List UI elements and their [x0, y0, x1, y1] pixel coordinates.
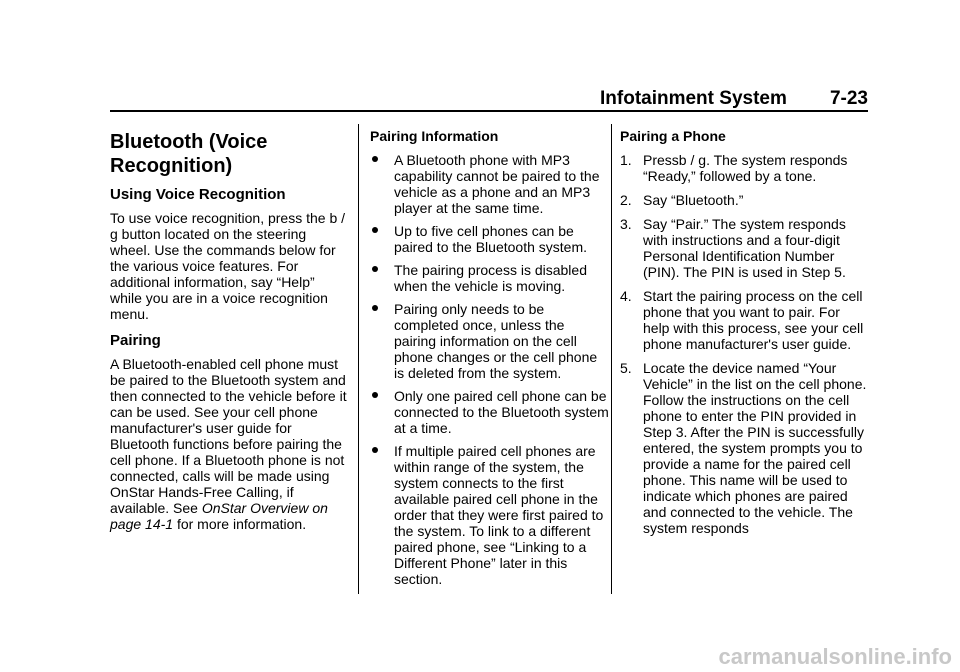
list-item: A Bluetooth phone with MP3 capability cannot be paired to the vehicle as a phone and an MP3 player at the same time.	[370, 152, 610, 216]
section-title: Infotainment System	[600, 88, 787, 109]
page-header	[600, 78, 868, 110]
onstar-reference-link[interactable]: OnStar Overview on page 14-1	[110, 500, 328, 532]
bullet-icon	[372, 266, 378, 272]
bullet-icon	[372, 156, 378, 162]
bullet-icon	[372, 392, 378, 398]
list-item: Only one paired cell phone can be connected to the Bluetooth system at a time.	[370, 388, 610, 436]
voice-recognition-paragraph: To use voice recognition, press the b / g button located on the steering wheel. Use the commands below for the various voice features. For additional information, say “Help” while you are in a voice recognition menu.	[110, 210, 346, 322]
page-number: 7-23	[829, 88, 868, 109]
column-2	[370, 124, 610, 594]
list-item: 2. Say “Bluetooth.”	[620, 192, 744, 208]
pairing-information-list	[370, 152, 610, 587]
voice-button-icon: b	[329, 210, 338, 226]
watermark: carmanualsonline.info	[718, 644, 952, 669]
pairing-paragraph: A Bluetooth-enabled cell phone must be paired to the Bluetooth system and then connected to the vehicle before it can be used. See your cell phone manufacturer's user guide for Bluetooth functions before pairing the cell phone. If a Bluetooth phone is not connected, calls will be made using OnStar Hands-Free Calling, if available. See OnStar Overview on page 14-1 for more information.	[110, 356, 347, 532]
list-item: If multiple paired cell phones are within range of the system, the system connects to the first available paired cell phone in the order that they were first paired to the system. To link to a different paired phone, see “Linking to a Different Phone” later in this section.	[370, 443, 610, 587]
column-divider-2	[611, 124, 612, 594]
subheading-pairing: Pairing	[110, 332, 161, 349]
column-3	[620, 124, 870, 544]
bullet-icon	[372, 447, 378, 453]
list-item: 1. Pressb / g. The system responds “Ready,” followed by a tone.	[620, 152, 848, 184]
pairing-information-heading: Pairing Information	[370, 128, 499, 144]
list-item: 3. Say “Pair.” The system responds with instructions and a four-digit Personal Identification Number (PIN). The PIN is used in Step 5.	[620, 216, 846, 280]
list-item: Up to five cell phones can be paired to the Bluetooth system.	[370, 223, 610, 255]
bullet-icon	[372, 227, 378, 233]
section-heading: Bluetooth (Voice Recognition)	[110, 131, 268, 177]
column-1	[110, 124, 350, 542]
voice-alt-button-icon: g	[698, 152, 707, 168]
list-item: The pairing process is disabled when the vehicle is moving.	[370, 262, 610, 294]
pairing-a-phone-heading: Pairing a Phone	[620, 128, 726, 144]
bullet-icon	[372, 305, 378, 311]
list-item: 4. Start the pairing process on the cell phone that you want to pair. For help with this process, see your cell phone manufacturer's user guide.	[620, 288, 864, 352]
voice-button-icon: b	[678, 152, 687, 168]
voice-alt-button-icon: g	[110, 226, 118, 242]
pairing-steps-list	[620, 152, 870, 536]
subheading-voice-recognition: Using Voice Recognition	[110, 186, 286, 203]
list-item: 5. Locate the device named “Your Vehicle” in the list on the cell phone. Follow the instructions on the cell phone to enter the PIN provided in Step 3. After the PIN is successfully entered, the system prompts you to provide a name for the paired cell phone. This name will be used to indicate which phones are paired and connected to the vehicle. The system responds	[620, 360, 867, 536]
list-item: Pairing only needs to be completed once, unless the pairing information on the cell phone changes or the cell phone is deleted from the system.	[370, 301, 610, 381]
header-rule	[110, 110, 868, 112]
column-divider-1	[358, 124, 359, 594]
